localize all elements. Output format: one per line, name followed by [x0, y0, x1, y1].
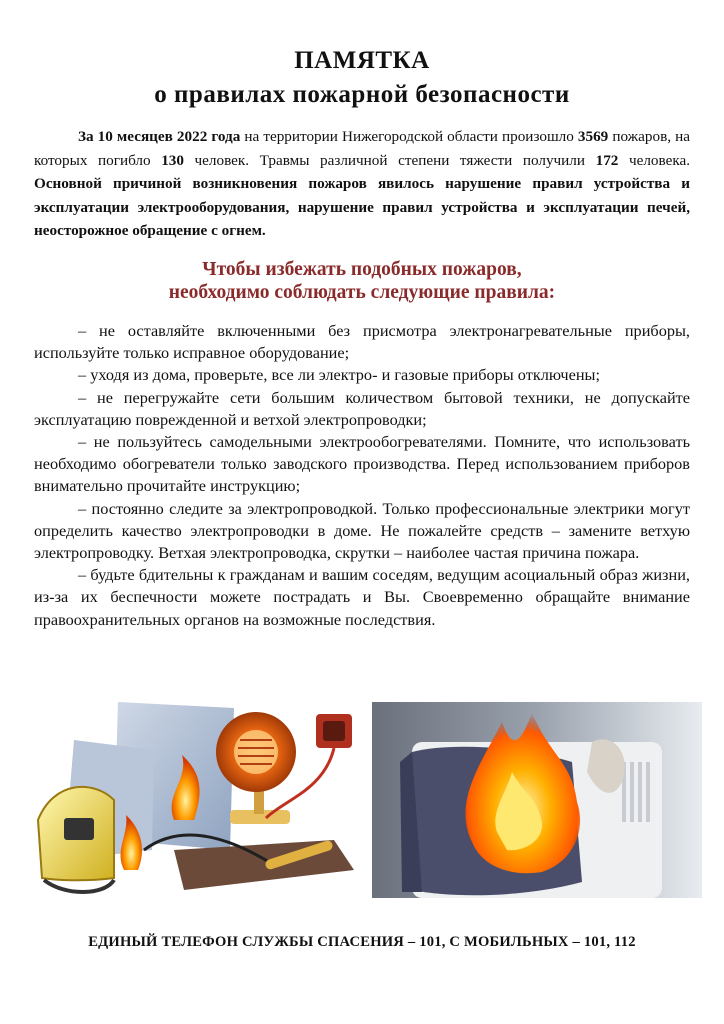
rule-item — [34, 320, 690, 364]
rule-item — [34, 387, 690, 431]
rule-item — [34, 498, 690, 565]
rule-text: – уходя из дома, проверьте, все ли электро- и газовые приборы отключены; — [78, 365, 600, 385]
rule-text: – будьте бдительны к гражданам и вашим соседям, ведущим асоциальный образ жизни, из-за их беспечности можете пострадать и Вы. Своевременно обращайте внимание правоохранительных органов на возможные последствия. — [34, 565, 690, 629]
rule-text: – постоянно следите за электропроводкой. Только профессиональные электрики могут определить качество электропроводки в доме. Не пожалейте средств – замените ветхую электропроводку. Ветхая электропроводка, скрутки – наиболее частая причина пожара. — [34, 498, 690, 563]
rule-item — [34, 364, 690, 386]
intro-period: За 10 месяцев 2022 года — [78, 128, 241, 145]
intro-injured-count: 172 — [595, 151, 619, 169]
electrical-fire-hazards-illustration — [34, 700, 368, 900]
title-line-1: ПАМЯТКА — [294, 47, 430, 74]
illustrations — [34, 700, 690, 900]
document-title — [0, 44, 724, 112]
rule-text: – не перегружайте сети большим количеством бытовой техники, не допускайте эксплуатацию поврежденной и ветхой электропроводки; — [34, 387, 690, 429]
subheading-line-2: необходимо соблюдать следующие правила: — [168, 282, 556, 303]
rule-item — [34, 431, 690, 498]
intro-text-1: на территории Нижегородской области произошло — [240, 128, 578, 145]
intro-text-4: человека. — [618, 151, 691, 169]
towel-on-heater-fire-photo — [372, 702, 702, 898]
rules-list — [34, 320, 690, 631]
rule-text: – не пользуйтесь самодельными электрообогревателями. Помните, что использовать необходимо обогреватели только заводского производства. Перед использованием приборов внимательно прочитайте инструкцию; — [34, 432, 690, 496]
intro-deaths-count: 130 — [161, 151, 184, 169]
intro-paragraph — [34, 125, 690, 243]
emergency-phone-footer: ЕДИНЫЙ ТЕЛЕФОН СЛУЖБЫ СПАСЕНИЯ – 101, С МОБИЛЬНЫХ – 101, 112 — [88, 934, 636, 950]
intro-main-cause: Основной причиной возникновения пожаров явилось нарушение правил устройства и эксплуатации электрооборудования, нарушение правил устройства и эксплуатации печей, неосторожное обращение с огнем. — [34, 175, 690, 239]
title-line-2: о правилах пожарной безопасности — [154, 81, 570, 108]
subheading-line-1: Чтобы избежать подобных пожаров, — [202, 259, 522, 280]
intro-text-3: человек. Травмы различной степени тяжести получили — [183, 151, 596, 169]
rules-subheading — [0, 258, 724, 304]
rule-text: – не оставляйте включенными без присмотра электронагревательные приборы, используйте только исправное оборудование; — [34, 321, 690, 363]
intro-text-2: пожаров, на которых погибло — [34, 128, 691, 169]
rule-item — [34, 564, 690, 631]
intro-fires-count: 3569 — [577, 128, 609, 145]
